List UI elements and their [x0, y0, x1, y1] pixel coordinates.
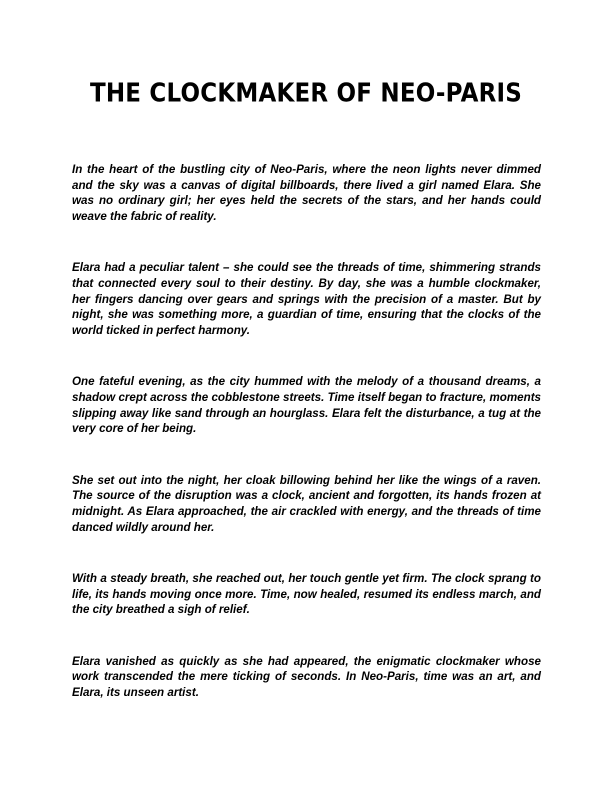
paragraph-2: Elara had a peculiar talent – she could see the threads of time, shimmering strands that connected every soul to their destiny. By day, she was a humble clockmaker, her fingers dancing over gears and springs with the precision of a master. But by night, she was something more, a guardian of time, ensuring that the clocks of the world ticked in perfect harmony.	[72, 261, 541, 337]
paragraph-5: With a steady breath, she reached out, her touch gentle yet firm. The clock sprang to life, its hands moving once more. Time, now healed, resumed its endless march, and the city breathed a sigh of relief.	[72, 572, 541, 617]
paragraph-3: One fateful evening, as the city hummed with the melody of a thousand dreams, a shadow crept across the cobblestone streets. Time itself began to fracture, moments slipping away like sand through an hourglass. Elara felt the disturbance, a tug at the very core of her being.	[72, 375, 541, 436]
paragraph-1: In the heart of the bustling city of Neo-Paris, where the neon lights never dimmed and the sky was a canvas of digital billboards, there lived a girl named Elara. She was no ordinary girl; her eyes held the secrets of the stars, and her hands could weave the fabric of reality.	[72, 163, 541, 223]
paragraph-4: She set out into the night, her cloak billowing behind her like the wings of a raven. The source of the disruption was a clock, ancient and forgotten, its hands frozen at midnight. As Elara approached, the air crackled with energy, and the threads of time danced wildly around her.	[72, 473, 541, 534]
document-title: THE CLOCKMAKER OF NEO-PARIS	[89, 79, 523, 109]
paragraph-6: Elara vanished as quickly as she had appeared, the enigmatic clockmaker whose work transcended the mere ticking of seconds. In Neo-Paris, time was an art, and Elara, its unseen artist.	[72, 654, 541, 700]
document-body	[72, 162, 541, 737]
